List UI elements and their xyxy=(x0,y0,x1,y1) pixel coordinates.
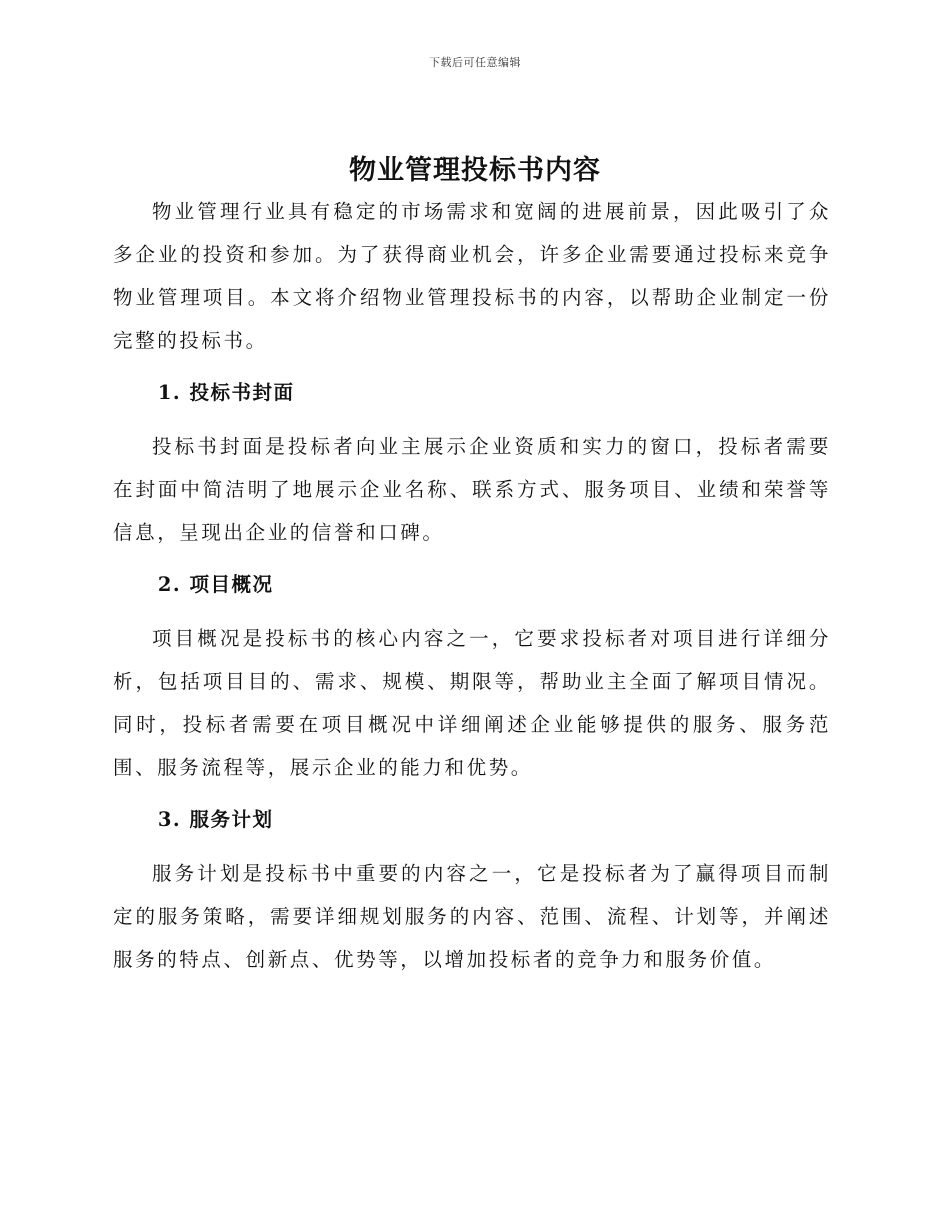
section-heading: 2. 项目概况 xyxy=(157,573,274,596)
header-note: 下载后可任意编辑 xyxy=(429,56,521,69)
section-heading: 3. 服务计划 xyxy=(157,808,274,831)
document-title: 物业管理投标书内容 xyxy=(349,155,601,186)
section-heading: 1. 投标书封面 xyxy=(157,381,295,404)
section-overview xyxy=(113,563,831,789)
section-paragraph: 项目概况是投标书的核心内容之一，它要求投标者对项目进行详细分析，包括项目目的、需求、规模、期限等，帮助业主全面了解项目情况。同时，投标者需要在项目概况中详细阐述企业能够提供的服务、服务范围、服务流程等，展示企业的能力和优势。 xyxy=(113,627,831,779)
section-service-plan xyxy=(113,798,831,981)
section-cover xyxy=(113,371,831,554)
section-paragraph: 服务计划是投标书中重要的内容之一，它是投标者为了赢得项目而制定的服务策略，需要详细规划服务的内容、范围、流程、计划等，并阐述服务的特点、创新点、优势等，以增加投标者的竞争力和服务价值。 xyxy=(113,862,831,971)
intro-paragraph: 物业管理行业具有稳定的市场需求和宽阔的进展前景，因此吸引了众多企业的投资和参加。为了获得商业机会，许多企业需要通过投标来竞争物业管理项目。本文将介绍物业管理投标书的内容，以帮助企业制定一份完整的投标书。 xyxy=(113,200,831,352)
section-paragraph: 投标书封面是投标者向业主展示企业资质和实力的窗口，投标者需要在封面中简洁明了地展示企业名称、联系方式、服务项目、业绩和荣誉等信息，呈现出企业的信誉和口碑。 xyxy=(113,435,831,544)
document-body xyxy=(113,190,831,981)
